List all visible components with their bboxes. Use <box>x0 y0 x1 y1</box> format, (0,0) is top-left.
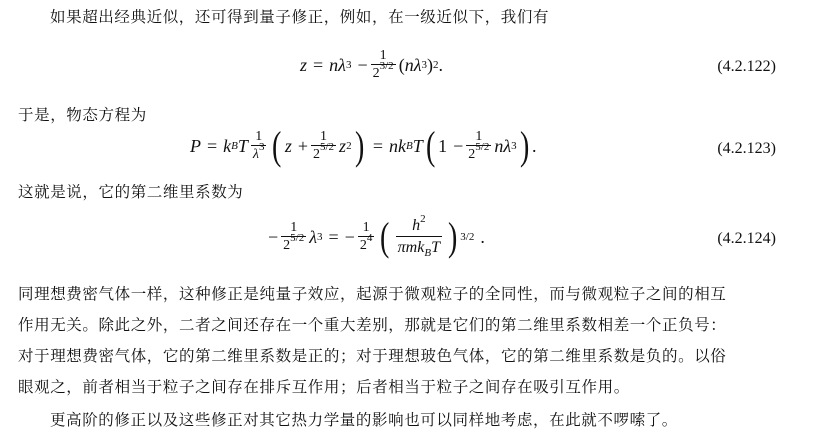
den-base: 2 <box>372 66 380 81</box>
eq-period: . <box>480 226 485 247</box>
fraction-numerator: 1 <box>290 220 298 235</box>
den-exponent: 4 <box>366 232 373 244</box>
eq-fraction <box>371 48 396 82</box>
eq-t: T <box>237 135 248 156</box>
fraction-denominator <box>396 236 442 258</box>
eq-minus-2: − <box>344 226 355 247</box>
fraction-numerator: 1 <box>255 129 263 144</box>
eq-sign: = <box>313 54 324 75</box>
equation-4-2-123 <box>0 123 834 174</box>
eq-big-rparen: ) <box>447 214 458 259</box>
paragraph-virial: 这就是说，它的第二维里系数为 <box>18 183 244 201</box>
eq-minus: − <box>453 135 464 156</box>
equation-4-2-122 <box>0 44 834 88</box>
num-exponent: 2 <box>420 213 426 225</box>
fraction-denominator <box>371 60 396 82</box>
eq-sign: = <box>328 226 339 247</box>
den-exponent: 5/2 <box>475 141 490 153</box>
equation-number: (4.2.123) <box>717 140 776 157</box>
den-base: 2 <box>359 238 367 253</box>
eq-t-2: T <box>412 135 423 156</box>
den-pi-m-k: πmk <box>397 239 425 256</box>
eq-plus: + <box>297 135 308 156</box>
den-sub-b: B <box>424 247 432 259</box>
eq-fraction-2 <box>311 129 336 163</box>
paragraph-intro: 如果超出经典近似，还可得到量子修正，例如，在一级近似下，我们有 <box>50 8 550 26</box>
eq-var-p: P <box>190 135 201 156</box>
fraction-numerator <box>410 213 428 236</box>
den-exponent: 5/2 <box>290 232 305 244</box>
eq-lambda: λ <box>309 226 318 247</box>
num-h: h <box>412 217 421 234</box>
eq-k: k <box>223 135 232 156</box>
fraction-denominator <box>358 232 375 254</box>
paragraph-state-equation: 于是，物态方程为 <box>18 106 147 124</box>
equation-body: P = k B T $\frac{1}{\lambda^3}$ ( z + $\frac{1}{2^{5/2}}$ z 2 ) = nk B T ( 1 − $\frac{1}{2^{5/2}}$ nλ 3 ) . <box>190 123 537 168</box>
den-exponent: 5/2 <box>319 141 335 153</box>
den-lambda: λ <box>252 147 259 162</box>
fraction-numerator: 1 <box>379 48 387 63</box>
eq-sub-b: B <box>231 140 238 152</box>
paragraph-discussion-line-1: 同理想费密气体一样，这种修正是纯量子效应，起源于微观粒子的全同性，而与微观粒子之间的相互 <box>18 285 727 303</box>
eq-one: 1 <box>438 135 448 156</box>
eq-var-z2: z <box>339 135 347 156</box>
eq-period: . <box>531 135 537 156</box>
eq-big-lparen-2: ( <box>425 123 436 168</box>
eq-sign-2: = <box>372 135 384 156</box>
eq-nk: nk <box>389 135 407 156</box>
eq-big-rparen: ) <box>354 123 364 168</box>
fraction-denominator <box>311 141 336 163</box>
equation-body: z = nλ 3 − $\frac{1}{2^{3/2}}$ ( nλ 3 ) 2 . <box>300 48 443 81</box>
eq-var-z: z <box>300 54 308 75</box>
fraction-numerator: 1 <box>320 129 328 144</box>
paragraph-discussion-line-4: 眼观之，前者相当于粒子之间存在排斥互作用；后者相当于粒子之间存在吸引互作用。 <box>18 378 630 396</box>
equation-4-2-124 <box>0 212 834 270</box>
eq-fraction-3 <box>396 213 442 259</box>
den-t: T <box>431 239 440 256</box>
eq-n-lambda: nλ <box>494 135 512 156</box>
eq-fraction-3 <box>466 129 491 163</box>
paragraph-discussion-line-3: 对于理想费密气体，它的第二维里系数是正的；对于理想玻色气体，它的第二维里系数是负的。以俗 <box>18 347 727 365</box>
fraction-denominator <box>466 141 491 163</box>
eq-big-lparen: ( <box>272 123 282 168</box>
den-exponent: 3/2 <box>379 60 394 72</box>
equation-number: (4.2.122) <box>717 58 776 75</box>
eq-sign: = <box>207 135 218 156</box>
eq-minus: − <box>357 54 368 75</box>
fraction-denominator <box>281 232 306 254</box>
eq-fraction <box>251 129 267 163</box>
eq-rparen: ) <box>426 54 433 75</box>
paragraph-closing: 更高阶的修正以及这些修正对其它热力学量的影响也可以同样地考虑，在此就不啰嗦了。 <box>50 411 678 429</box>
equation-number: (4.2.124) <box>717 230 776 247</box>
paragraph-discussion-line-2: 作用无关。除此之外，二者之间还存在一个重大差别，那就是它们的第二维里系数相差一个正负号： <box>18 316 727 334</box>
den-base: 2 <box>468 147 476 162</box>
eq-var-z: z <box>284 135 292 156</box>
eq-big-lparen: ( <box>380 214 390 259</box>
eq-fraction <box>281 220 306 254</box>
eq-minus: − <box>268 226 279 247</box>
den-base: 2 <box>312 147 320 162</box>
eq-period: . <box>438 54 443 75</box>
fraction-denominator <box>251 141 267 163</box>
den-exponent: 3 <box>258 141 265 153</box>
eq-fraction-2 <box>358 220 375 254</box>
den-base: 2 <box>283 238 291 253</box>
eq-inner-term: nλ <box>404 54 422 75</box>
fraction-numerator: 1 <box>362 220 370 235</box>
eq-sub-b-2: B <box>406 140 413 152</box>
eq-term-n-lambda: nλ <box>329 54 346 75</box>
fraction-numerator: 1 <box>475 129 483 144</box>
equation-body: − $\frac{1}{2^{5/2}}$ λ 3 = − $\frac{1}{2^4}$ ( $\frac{h^2}{\pi mk_BT}$ ) 3/2 . <box>268 213 485 259</box>
eq-big-rparen-2: ) <box>519 123 529 168</box>
eq-lparen: ( <box>398 54 405 75</box>
